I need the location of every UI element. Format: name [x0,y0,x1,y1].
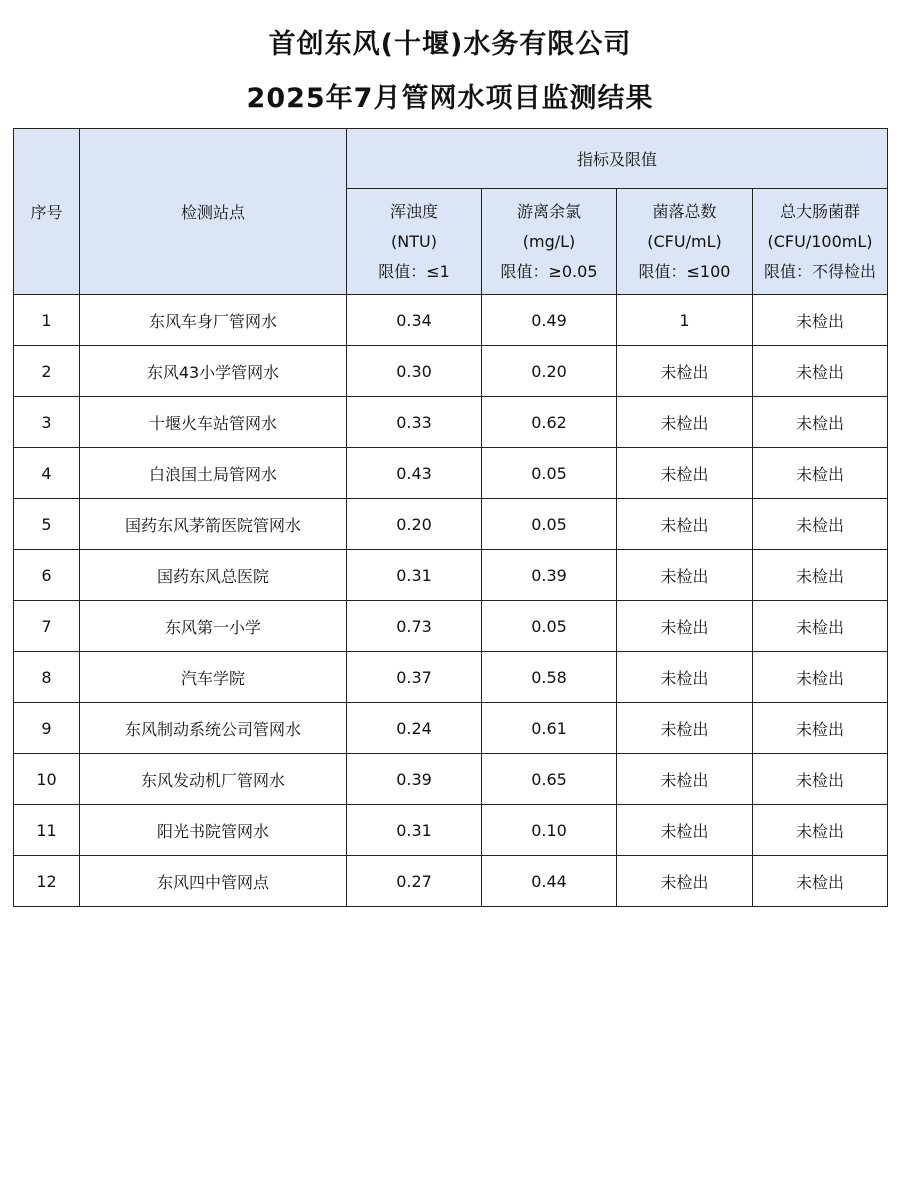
table-row [14,295,888,346]
header-turbidity-limit: 限值：≤1 [378,261,450,281]
row-coliform: 未检出 [753,601,888,652]
table-row [14,856,888,907]
row-turbidity: 0.43 [347,448,482,499]
row-site: 东风车身厂管网水 [80,295,347,346]
row-turbidity: 0.33 [347,397,482,448]
header-no: 序号 [14,129,80,295]
header-colony [617,189,753,295]
row-no: 8 [14,652,80,703]
row-colony: 未检出 [617,346,753,397]
row-no: 7 [14,601,80,652]
row-chlorine: 0.05 [482,448,617,499]
header-chlorine-limit: 限值：≥0.05 [500,261,598,281]
row-coliform: 未检出 [753,499,888,550]
header-site: 检测站点 [80,129,347,295]
row-chlorine: 0.05 [482,499,617,550]
table-row [14,550,888,601]
row-colony: 未检出 [617,754,753,805]
header-colony-unit: (CFU/mL) [647,231,722,251]
row-chlorine: 0.61 [482,703,617,754]
row-colony: 未检出 [617,601,753,652]
row-chlorine: 0.39 [482,550,617,601]
row-site: 国药东风总医院 [80,550,347,601]
row-no: 2 [14,346,80,397]
table-row [14,499,888,550]
row-no: 5 [14,499,80,550]
row-no: 6 [14,550,80,601]
header-indicators-group: 指标及限值 [347,129,888,189]
row-chlorine: 0.58 [482,652,617,703]
row-turbidity: 0.31 [347,550,482,601]
row-site: 东风四中管网点 [80,856,347,907]
row-colony: 未检出 [617,499,753,550]
table-row [14,397,888,448]
row-turbidity: 0.30 [347,346,482,397]
row-no: 3 [14,397,80,448]
header-coliform-unit: (CFU/100mL) [767,231,873,251]
table-row [14,346,888,397]
row-colony: 未检出 [617,652,753,703]
row-turbidity: 0.39 [347,754,482,805]
row-turbidity: 0.34 [347,295,482,346]
row-coliform: 未检出 [753,754,888,805]
document-title: 首创东风(十堰)水务有限公司 [268,29,632,60]
table-row [14,601,888,652]
row-coliform: 未检出 [753,295,888,346]
row-site: 东风第一小学 [80,601,347,652]
row-site: 东风发动机厂管网水 [80,754,347,805]
row-chlorine: 0.05 [482,601,617,652]
header-turbidity-name: 浑浊度 [389,201,438,221]
table-row [14,652,888,703]
row-turbidity: 0.24 [347,703,482,754]
row-colony: 未检出 [617,550,753,601]
row-no: 1 [14,295,80,346]
table-row [14,754,888,805]
header-chlorine-name: 游离余氯 [516,201,581,221]
row-colony: 未检出 [617,703,753,754]
row-site: 汽车学院 [80,652,347,703]
row-chlorine: 0.62 [482,397,617,448]
row-site: 十堰火车站管网水 [80,397,347,448]
row-site: 白浪国土局管网水 [80,448,347,499]
row-turbidity: 0.37 [347,652,482,703]
row-colony: 未检出 [617,448,753,499]
monitoring-results-table [13,128,888,907]
document-subtitle: 2025年7月管网水项目监测结果 [246,83,654,114]
header-coliform-limit: 限值：不得检出 [764,261,877,281]
header-colony-limit: 限值：≤100 [638,261,731,281]
header-turbidity [347,189,482,295]
row-colony: 未检出 [617,805,753,856]
row-coliform: 未检出 [753,652,888,703]
row-turbidity: 0.27 [347,856,482,907]
row-chlorine: 0.49 [482,295,617,346]
header-colony-name: 菌落总数 [652,201,717,221]
row-no: 4 [14,448,80,499]
row-site: 东风制动系统公司管网水 [80,703,347,754]
row-site: 东风43小学管网水 [80,346,347,397]
row-coliform: 未检出 [753,805,888,856]
table-row [14,448,888,499]
row-chlorine: 0.10 [482,805,617,856]
table-row [14,703,888,754]
row-no: 11 [14,805,80,856]
row-no: 12 [14,856,80,907]
row-chlorine: 0.44 [482,856,617,907]
row-chlorine: 0.20 [482,346,617,397]
row-colony: 未检出 [617,397,753,448]
header-coliform [753,189,888,295]
row-coliform: 未检出 [753,397,888,448]
row-no: 10 [14,754,80,805]
table-row [14,805,888,856]
row-turbidity: 0.20 [347,499,482,550]
row-coliform: 未检出 [753,448,888,499]
row-coliform: 未检出 [753,550,888,601]
header-turbidity-unit: (NTU) [391,231,437,251]
row-coliform: 未检出 [753,703,888,754]
header-coliform-name: 总大肠菌群 [780,201,861,221]
row-colony: 1 [617,295,753,346]
row-site: 阳光书院管网水 [80,805,347,856]
row-turbidity: 0.31 [347,805,482,856]
row-turbidity: 0.73 [347,601,482,652]
header-chlorine [482,189,617,295]
row-chlorine: 0.65 [482,754,617,805]
row-no: 9 [14,703,80,754]
row-coliform: 未检出 [753,346,888,397]
header-chlorine-unit: (mg/L) [522,231,576,251]
row-coliform: 未检出 [753,856,888,907]
row-site: 国药东风茅箭医院管网水 [80,499,347,550]
row-colony: 未检出 [617,856,753,907]
